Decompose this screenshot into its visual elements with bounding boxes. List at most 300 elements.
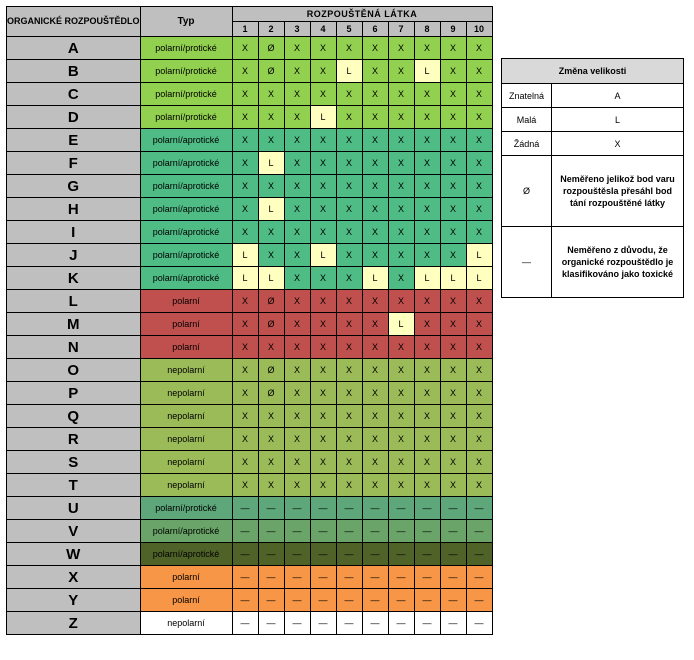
result-cell: X xyxy=(310,290,336,313)
table-row xyxy=(7,106,493,129)
result-cell: X xyxy=(232,198,258,221)
result-cell: X xyxy=(362,37,388,60)
result-cell: — xyxy=(466,612,492,635)
result-cell: X xyxy=(362,474,388,497)
header-number: 10 xyxy=(466,22,492,37)
result-cell: X xyxy=(310,83,336,106)
result-cell: X xyxy=(310,359,336,382)
result-cell: X xyxy=(362,336,388,359)
result-cell: X xyxy=(232,336,258,359)
solvent-type: nepolarní xyxy=(140,428,232,451)
result-cell: — xyxy=(414,566,440,589)
result-cell: — xyxy=(310,520,336,543)
result-cell: X xyxy=(336,83,362,106)
result-cell: X xyxy=(362,428,388,451)
table-row xyxy=(7,497,493,520)
solvent-letter: J xyxy=(7,244,141,267)
result-cell: — xyxy=(414,497,440,520)
result-cell: — xyxy=(440,589,466,612)
result-cell: X xyxy=(440,221,466,244)
result-cell: X xyxy=(440,37,466,60)
result-cell: X xyxy=(440,83,466,106)
table-row xyxy=(7,428,493,451)
result-cell: — xyxy=(362,589,388,612)
result-cell: X xyxy=(284,106,310,129)
solvent-type: polarní/protické xyxy=(140,106,232,129)
result-cell: — xyxy=(258,612,284,635)
result-cell: — xyxy=(310,497,336,520)
result-cell: — xyxy=(362,520,388,543)
solvent-table xyxy=(6,6,493,635)
result-cell: — xyxy=(440,612,466,635)
result-cell: X xyxy=(362,83,388,106)
result-cell: X xyxy=(258,129,284,152)
result-cell: X xyxy=(232,290,258,313)
legend-symbol: Ø xyxy=(502,156,552,227)
header-number: 1 xyxy=(232,22,258,37)
result-cell: X xyxy=(258,405,284,428)
result-cell: X xyxy=(336,129,362,152)
result-cell: X xyxy=(258,221,284,244)
result-cell: X xyxy=(232,382,258,405)
result-cell: — xyxy=(284,497,310,520)
result-cell: X xyxy=(362,313,388,336)
result-cell: X xyxy=(362,382,388,405)
result-cell: X xyxy=(466,198,492,221)
result-cell: X xyxy=(310,451,336,474)
result-cell: X xyxy=(310,152,336,175)
result-cell: X xyxy=(440,405,466,428)
result-cell: X xyxy=(232,405,258,428)
result-cell: X xyxy=(336,290,362,313)
solvent-type: polarní/aprotické xyxy=(140,267,232,290)
result-cell: — xyxy=(414,520,440,543)
result-cell: L xyxy=(232,267,258,290)
header-dissolved-substance: ROZPOUŠTĚNÁ LÁTKA xyxy=(232,7,492,22)
solvent-letter: A xyxy=(7,37,141,60)
result-cell: — xyxy=(232,497,258,520)
result-cell: X xyxy=(336,474,362,497)
result-cell: — xyxy=(258,520,284,543)
table-row xyxy=(7,37,493,60)
result-cell: X xyxy=(232,474,258,497)
result-cell: X xyxy=(258,474,284,497)
result-cell: — xyxy=(232,566,258,589)
result-cell: — xyxy=(440,520,466,543)
result-cell: X xyxy=(284,152,310,175)
result-cell: X xyxy=(232,129,258,152)
table-body xyxy=(7,37,493,635)
result-cell: X xyxy=(466,474,492,497)
result-cell: X xyxy=(336,198,362,221)
result-cell: — xyxy=(466,566,492,589)
result-cell: X xyxy=(440,474,466,497)
result-cell: X xyxy=(388,37,414,60)
result-cell: X xyxy=(466,106,492,129)
solvent-type: polarní xyxy=(140,290,232,313)
result-cell: L xyxy=(258,152,284,175)
result-cell: X xyxy=(284,336,310,359)
result-cell: X xyxy=(440,313,466,336)
result-cell: — xyxy=(388,566,414,589)
result-cell: X xyxy=(232,37,258,60)
table-row xyxy=(7,474,493,497)
table-row xyxy=(7,152,493,175)
table-row xyxy=(7,60,493,83)
result-cell: X xyxy=(336,267,362,290)
result-cell: X xyxy=(440,428,466,451)
result-cell: L xyxy=(440,267,466,290)
solvent-letter: B xyxy=(7,60,141,83)
solvent-type: polarní/protické xyxy=(140,60,232,83)
result-cell: X xyxy=(284,428,310,451)
solvent-letter: N xyxy=(7,336,141,359)
result-cell: X xyxy=(232,221,258,244)
result-cell: X xyxy=(466,359,492,382)
result-cell: — xyxy=(336,589,362,612)
solvent-letter: R xyxy=(7,428,141,451)
result-cell: — xyxy=(232,520,258,543)
solvent-type: polarní xyxy=(140,566,232,589)
result-cell: X xyxy=(466,129,492,152)
result-cell: X xyxy=(310,405,336,428)
header-solvent: ORGANICKÉ ROZPOUŠTĚDLO xyxy=(7,7,141,37)
table-row xyxy=(7,175,493,198)
result-cell: X xyxy=(232,60,258,83)
legend-note-row xyxy=(502,156,684,227)
result-cell: Ø xyxy=(258,37,284,60)
legend-symbol: — xyxy=(502,227,552,298)
result-cell: L xyxy=(466,267,492,290)
result-cell: — xyxy=(388,520,414,543)
result-cell: X xyxy=(284,474,310,497)
result-cell: — xyxy=(388,543,414,566)
solvent-letter: Z xyxy=(7,612,141,635)
solvent-letter: O xyxy=(7,359,141,382)
solvent-type: polarní xyxy=(140,336,232,359)
legend-label: Žádná xyxy=(502,132,552,156)
result-cell: X xyxy=(336,336,362,359)
result-cell: X xyxy=(284,175,310,198)
result-cell: X xyxy=(310,175,336,198)
result-cell: X xyxy=(284,37,310,60)
result-cell: X xyxy=(362,129,388,152)
table-row xyxy=(7,405,493,428)
legend-row xyxy=(502,132,684,156)
result-cell: — xyxy=(440,543,466,566)
solvent-letter: G xyxy=(7,175,141,198)
result-cell: — xyxy=(362,497,388,520)
legend-items xyxy=(502,84,684,156)
result-cell: — xyxy=(284,520,310,543)
result-cell: X xyxy=(440,451,466,474)
result-cell: — xyxy=(232,612,258,635)
table-row xyxy=(7,451,493,474)
result-cell: — xyxy=(388,497,414,520)
result-cell: X xyxy=(336,428,362,451)
result-cell: X xyxy=(258,336,284,359)
result-cell: — xyxy=(466,589,492,612)
table-row xyxy=(7,313,493,336)
solvent-letter: D xyxy=(7,106,141,129)
result-cell: X xyxy=(336,37,362,60)
result-cell: X xyxy=(232,83,258,106)
result-cell: X xyxy=(466,405,492,428)
result-cell: X xyxy=(388,451,414,474)
solvent-letter: H xyxy=(7,198,141,221)
solvent-letter: E xyxy=(7,129,141,152)
result-cell: X xyxy=(232,451,258,474)
table-row xyxy=(7,589,493,612)
result-cell: X xyxy=(310,37,336,60)
result-cell: X xyxy=(388,175,414,198)
result-cell: X xyxy=(362,290,388,313)
result-cell: X xyxy=(388,106,414,129)
result-cell: X xyxy=(414,37,440,60)
result-cell: X xyxy=(466,290,492,313)
result-cell: X xyxy=(466,221,492,244)
legend-value: X xyxy=(552,132,684,156)
result-cell: L xyxy=(362,267,388,290)
result-cell: X xyxy=(440,129,466,152)
solvent-letter: I xyxy=(7,221,141,244)
result-cell: — xyxy=(336,543,362,566)
result-cell: X xyxy=(310,336,336,359)
result-cell: X xyxy=(310,382,336,405)
result-cell: X xyxy=(284,359,310,382)
result-cell: X xyxy=(232,313,258,336)
result-cell: — xyxy=(310,566,336,589)
solvent-type: polarní/aprotické xyxy=(140,198,232,221)
result-cell: X xyxy=(414,152,440,175)
header-number: 8 xyxy=(414,22,440,37)
result-cell: X xyxy=(414,336,440,359)
header-type: Typ xyxy=(140,7,232,37)
table-row xyxy=(7,543,493,566)
result-cell: — xyxy=(466,520,492,543)
result-cell: X xyxy=(284,451,310,474)
result-cell: — xyxy=(362,543,388,566)
result-cell: X xyxy=(388,428,414,451)
result-cell: X xyxy=(362,451,388,474)
table-row xyxy=(7,221,493,244)
header-number: 3 xyxy=(284,22,310,37)
result-cell: X xyxy=(284,405,310,428)
result-cell: X xyxy=(414,106,440,129)
result-cell: X xyxy=(362,106,388,129)
result-cell: X xyxy=(414,451,440,474)
legend-title: Změna velikosti xyxy=(502,59,684,84)
result-cell: X xyxy=(440,106,466,129)
result-cell: X xyxy=(232,152,258,175)
table-row xyxy=(7,129,493,152)
result-cell: X xyxy=(258,428,284,451)
solvent-letter: C xyxy=(7,83,141,106)
result-cell: — xyxy=(284,589,310,612)
result-cell: X xyxy=(440,60,466,83)
solvent-letter: Y xyxy=(7,589,141,612)
result-cell: L xyxy=(414,267,440,290)
result-cell: X xyxy=(232,175,258,198)
header-number: 4 xyxy=(310,22,336,37)
result-cell: X xyxy=(258,451,284,474)
result-cell: — xyxy=(284,612,310,635)
solvent-type: polarní xyxy=(140,313,232,336)
result-cell: X xyxy=(388,152,414,175)
solvent-type: polarní/aprotické xyxy=(140,520,232,543)
solvent-type: nepolarní xyxy=(140,451,232,474)
header-number: 9 xyxy=(440,22,466,37)
result-cell: X xyxy=(232,359,258,382)
result-cell: — xyxy=(362,566,388,589)
result-cell: L xyxy=(310,244,336,267)
result-cell: X xyxy=(310,474,336,497)
result-cell: X xyxy=(414,83,440,106)
result-cell: — xyxy=(284,566,310,589)
result-cell: X xyxy=(388,336,414,359)
result-cell: X xyxy=(258,106,284,129)
result-cell: — xyxy=(232,543,258,566)
solvent-letter: X xyxy=(7,566,141,589)
solvent-letter: W xyxy=(7,543,141,566)
table-row xyxy=(7,244,493,267)
result-cell: — xyxy=(336,566,362,589)
result-cell: X xyxy=(388,359,414,382)
result-cell: X xyxy=(284,382,310,405)
result-cell: X xyxy=(466,152,492,175)
legend-note-text: Neměřeno z důvodu, že organické rozpouštědlo je klasifikováno jako toxické xyxy=(552,227,684,298)
solvent-type: nepolarní xyxy=(140,474,232,497)
result-cell: X xyxy=(466,37,492,60)
result-cell: X xyxy=(414,474,440,497)
result-cell: X xyxy=(310,129,336,152)
header-number: 7 xyxy=(388,22,414,37)
header-number: 2 xyxy=(258,22,284,37)
result-cell: — xyxy=(414,589,440,612)
result-cell: X xyxy=(362,198,388,221)
result-cell: X xyxy=(414,359,440,382)
legend-note-row xyxy=(502,227,684,298)
solvent-type: polarní/protické xyxy=(140,37,232,60)
result-cell: — xyxy=(466,543,492,566)
result-cell: X xyxy=(310,428,336,451)
solvent-letter: L xyxy=(7,290,141,313)
result-cell: X xyxy=(232,428,258,451)
result-cell: L xyxy=(232,244,258,267)
result-cell: — xyxy=(310,589,336,612)
result-cell: X xyxy=(440,198,466,221)
solvent-type: polarní/aprotické xyxy=(140,175,232,198)
solvent-type: polarní/aprotické xyxy=(140,152,232,175)
result-cell: Ø xyxy=(258,313,284,336)
result-cell: X xyxy=(362,405,388,428)
result-cell: Ø xyxy=(258,60,284,83)
result-cell: X xyxy=(284,83,310,106)
table-row xyxy=(7,566,493,589)
result-cell: X xyxy=(414,221,440,244)
result-cell: — xyxy=(258,497,284,520)
legend-note-text: Neměřeno jelikož bod varu rozpouštěsla přesáhl bod tání rozpouštěné látky xyxy=(552,156,684,227)
legend-notes xyxy=(502,156,684,298)
result-cell: — xyxy=(336,612,362,635)
solvent-type: polarní/protické xyxy=(140,83,232,106)
table-row xyxy=(7,83,493,106)
result-cell: X xyxy=(388,474,414,497)
result-cell: X xyxy=(232,106,258,129)
result-cell: X xyxy=(440,244,466,267)
result-cell: X xyxy=(388,382,414,405)
result-cell: X xyxy=(284,313,310,336)
result-cell: X xyxy=(466,336,492,359)
result-cell: X xyxy=(284,60,310,83)
result-cell: — xyxy=(440,566,466,589)
result-cell: X xyxy=(362,221,388,244)
table-row xyxy=(7,290,493,313)
result-cell: X xyxy=(388,267,414,290)
result-cell: X xyxy=(310,60,336,83)
result-cell: — xyxy=(362,612,388,635)
result-cell: X xyxy=(466,428,492,451)
result-cell: X xyxy=(440,359,466,382)
result-cell: L xyxy=(310,106,336,129)
result-cell: X xyxy=(440,175,466,198)
solvent-type: polarní/aprotické xyxy=(140,221,232,244)
result-cell: — xyxy=(388,589,414,612)
result-cell: X xyxy=(388,290,414,313)
result-cell: L xyxy=(388,313,414,336)
table-row xyxy=(7,520,493,543)
solvent-type: nepolarní xyxy=(140,405,232,428)
legend-value: L xyxy=(552,108,684,132)
result-cell: X xyxy=(284,267,310,290)
result-cell: X xyxy=(336,221,362,244)
result-cell: X xyxy=(414,129,440,152)
legend-label: Znatelná xyxy=(502,84,552,108)
result-cell: X xyxy=(466,313,492,336)
result-cell: X xyxy=(388,221,414,244)
result-cell: X xyxy=(414,313,440,336)
result-cell: X xyxy=(466,382,492,405)
result-cell: X xyxy=(284,244,310,267)
result-cell: — xyxy=(466,497,492,520)
result-cell: X xyxy=(310,221,336,244)
result-cell: X xyxy=(466,451,492,474)
result-cell: X xyxy=(336,382,362,405)
solvent-type: nepolarní xyxy=(140,612,232,635)
result-cell: X xyxy=(440,382,466,405)
result-cell: X xyxy=(388,129,414,152)
table-row xyxy=(7,267,493,290)
result-cell: X xyxy=(388,244,414,267)
result-cell: — xyxy=(258,589,284,612)
result-cell: X xyxy=(440,152,466,175)
result-cell: L xyxy=(336,60,362,83)
result-cell: X xyxy=(310,198,336,221)
result-cell: X xyxy=(336,175,362,198)
result-cell: X xyxy=(414,405,440,428)
solvent-type: polarní/aprotické xyxy=(140,129,232,152)
table-row xyxy=(7,198,493,221)
header-number: 6 xyxy=(362,22,388,37)
result-cell: X xyxy=(336,451,362,474)
solvent-letter: P xyxy=(7,382,141,405)
solvent-letter: Q xyxy=(7,405,141,428)
result-cell: X xyxy=(388,60,414,83)
result-cell: Ø xyxy=(258,359,284,382)
legend-label: Malá xyxy=(502,108,552,132)
result-cell: — xyxy=(310,543,336,566)
result-cell: X xyxy=(258,175,284,198)
